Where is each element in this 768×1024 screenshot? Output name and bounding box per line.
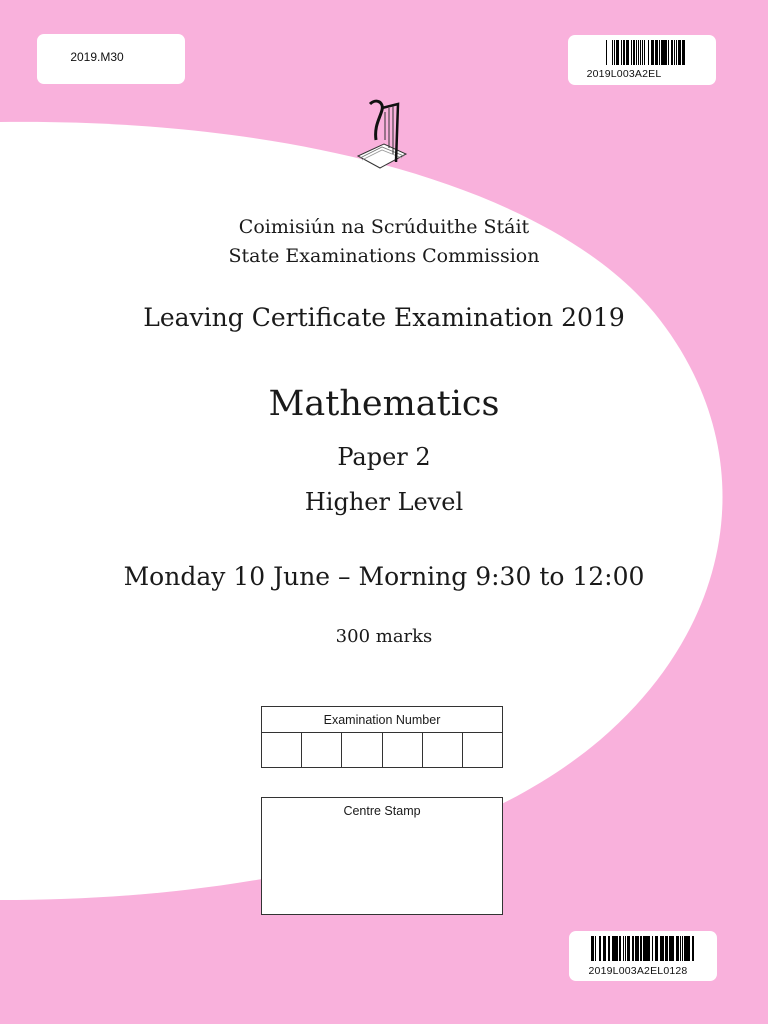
exam-title: Leaving Certificate Examination 2019 xyxy=(143,303,625,332)
commission-english-name: State Examinations Commission xyxy=(228,245,540,267)
examination-number-cell[interactable] xyxy=(342,733,382,768)
examination-number-cells xyxy=(262,733,502,768)
examination-number-cell[interactable] xyxy=(463,733,502,768)
barcode-bottom-bars xyxy=(569,931,717,965)
centre-stamp-box xyxy=(261,797,503,915)
commission-irish-name: Coimisiún na Scrúduithe Stáit xyxy=(238,216,530,238)
exam-date-time: Monday 10 June – Morning 9:30 to 12:00 xyxy=(123,562,645,591)
paper-number: Paper 2 xyxy=(337,443,431,471)
examination-number-label: Examination Number xyxy=(262,707,502,733)
barcode-top-text: 2019L003A2EL xyxy=(586,68,662,80)
barcode-top-bars xyxy=(568,35,716,69)
total-marks: 300 marks xyxy=(335,626,433,647)
barcode-top xyxy=(568,35,716,85)
barcode-bottom xyxy=(569,931,717,981)
paper-code-label xyxy=(37,34,185,84)
examination-number-cell[interactable] xyxy=(262,733,302,768)
examination-number-box xyxy=(261,706,503,768)
barcode-bottom-text: 2019L003A2EL0128 xyxy=(588,965,688,977)
subject-title: Mathematics xyxy=(268,384,500,424)
examination-number-cell[interactable] xyxy=(423,733,463,768)
centre-stamp-label: Centre Stamp xyxy=(343,804,421,818)
exam-level: Higher Level xyxy=(304,488,464,516)
examination-number-cell[interactable] xyxy=(383,733,423,768)
paper-code-text: 2019.M30 xyxy=(70,50,124,64)
harp-icon xyxy=(354,96,414,172)
examination-number-cell[interactable] xyxy=(302,733,342,768)
